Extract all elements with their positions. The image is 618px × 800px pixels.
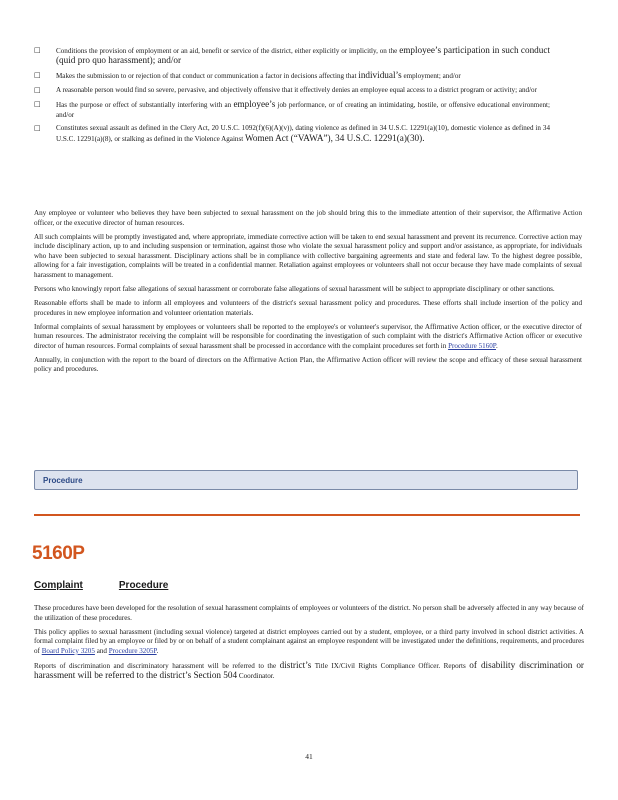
- list-item: □ Has the purpose or effect of substantially interfering with an employee’s job performance, or of creating an intimidating, hostile, or offensive educational environment; and/or: [34, 99, 550, 119]
- list-item: □ Constitutes sexual assault as defined in the Clery Act, 20 U.S.C. 1092(f)(6)(A)(v)), dating violence as defined in 34 U.S.C. 12291(a)(10), domestic violence as defined in 34 U.S.C. 12291(a)(8), or stalking as defined in the Violence Against Women Act (“VAWA”), 34 U.S.C. 12291(a)(30).: [34, 124, 550, 143]
- checkbox-bullet-icon: □: [34, 71, 41, 80]
- policy-number-heading: 5160P: [32, 543, 85, 564]
- checkbox-bullet-icon: □: [34, 46, 41, 54]
- paragraph: Reasonable efforts shall be made to inform all employees and volunteers of the district's sexual harassment policy and procedures. These efforts shall include insertion of the policy and procedures in new employee information and volunteer orientation materials.: [34, 298, 582, 317]
- list-item: □ A reasonable person would find so severe, pervasive, and objectively offensive that it effectively denies an employee equal access to a district program or activity; and/or: [34, 86, 537, 95]
- board-policy-3205-link[interactable]: Board Policy 3205: [41, 646, 95, 655]
- procedure-5160p-link[interactable]: Procedure 5160P: [448, 341, 496, 350]
- checkbox-bullet-icon: □: [34, 86, 41, 95]
- paragraph: Informal complaints of sexual harassment by employees or volunteers shall be reported to the employee's or volunteer's supervisor, the Affirmative Action officer, or the executive director of human resources. The administrator receiving the complaint will be responsible for coordinating the investigation of such complaint with the district's Affirmative Action officer or executive director of human resources. Formal complaints of sexual harassment shall be processed in accordance with the complaint procedures set forth in Procedure 5160P.: [34, 322, 582, 350]
- checkbox-bullet-icon: □: [34, 124, 41, 133]
- procedure-subheading: Complaint Procedure: [34, 580, 169, 591]
- paragraph: All such complaints will be promptly investigated and, where appropriate, immediate corrective action will be taken to end sexual harassment and prevent its recurrence. Corrective action may include disciplinary action, up to and including suspension or termination, against those who violate the sexual harassment policy and support and/or assistance, as appropriate, for individuals who have been subjected to sexual harassment. Disciplinary actions shall be in compliance with collective bargaining agreements and state and federal law. To the highest degree possible, allowing for a fair investigation, complaints will be treated in a confidential manner. Retaliation against employees or volunteers shall not occur because they have made complaints of sexual harassment to management.: [34, 232, 582, 279]
- list-item: □ Makes the submission to or rejection of that conduct or communication a factor in decisions affecting that individual’s employment; and/or: [34, 70, 461, 81]
- paragraph: Annually, in conjunction with the report to the board of directors on the Affirmative Action Plan, the Affirmative Action officer will review the scope and efficacy of these sexual harassment policy and procedures.: [34, 355, 582, 374]
- checkbox-bullet-icon: □: [34, 100, 41, 109]
- procedure-3205p-link[interactable]: Procedure 3205P: [108, 646, 157, 655]
- paragraph: These procedures have been developed for the resolution of sexual harassment complaints of employees or volunteers of the district. No person shall be adversely affected in any way because of the utilization of these procedures.: [34, 604, 584, 622]
- policy-body: [34, 209, 582, 379]
- paragraph: Persons who knowingly report false allegations of sexual harassment or corroborate false allegations of sexual harassment will be subject to appropriate disciplinary or other sanctions.: [34, 284, 555, 293]
- procedure-section-bar[interactable]: [34, 470, 578, 490]
- paragraph: Any employee or volunteer who believes they have been subjected to sexual harassment on the job should bring this to the immediate attention of their supervisor, the Affirmative Action officer, or the executive director of human resources.: [34, 209, 582, 227]
- paragraph: Reports of discrimination and discriminatory harassment will be referred to the district’s Title IX/Civil Rights Compliance Officer. Reports of disability discrimination or harassment will be referred to the district’s Section 504 Coordinator.: [34, 659, 584, 681]
- procedure-body: [34, 604, 584, 686]
- section-divider: [34, 514, 580, 516]
- procedure-section-label: Procedure: [43, 476, 83, 485]
- harassment-criteria-list: [34, 46, 550, 149]
- paragraph: This policy applies to sexual harassment (including sexual violence) targeted at district employees carried out by a student, employee, or a third party involved in school district activities. A formal complaint filed by an employee or filed by or on behalf of a student complainant against an employee respondent will be investigated under the definitions, requirements, and procedures of Board Policy 3205 and Procedure 3205P.: [34, 627, 584, 655]
- page-number: 41: [305, 752, 313, 761]
- list-item: □ Conditions the provision of employment or an aid, benefit or service of the district, either explicitly or implicitly, on the employee’s participation in such conduct (quid pro quo harassment); and/or: [34, 45, 551, 66]
